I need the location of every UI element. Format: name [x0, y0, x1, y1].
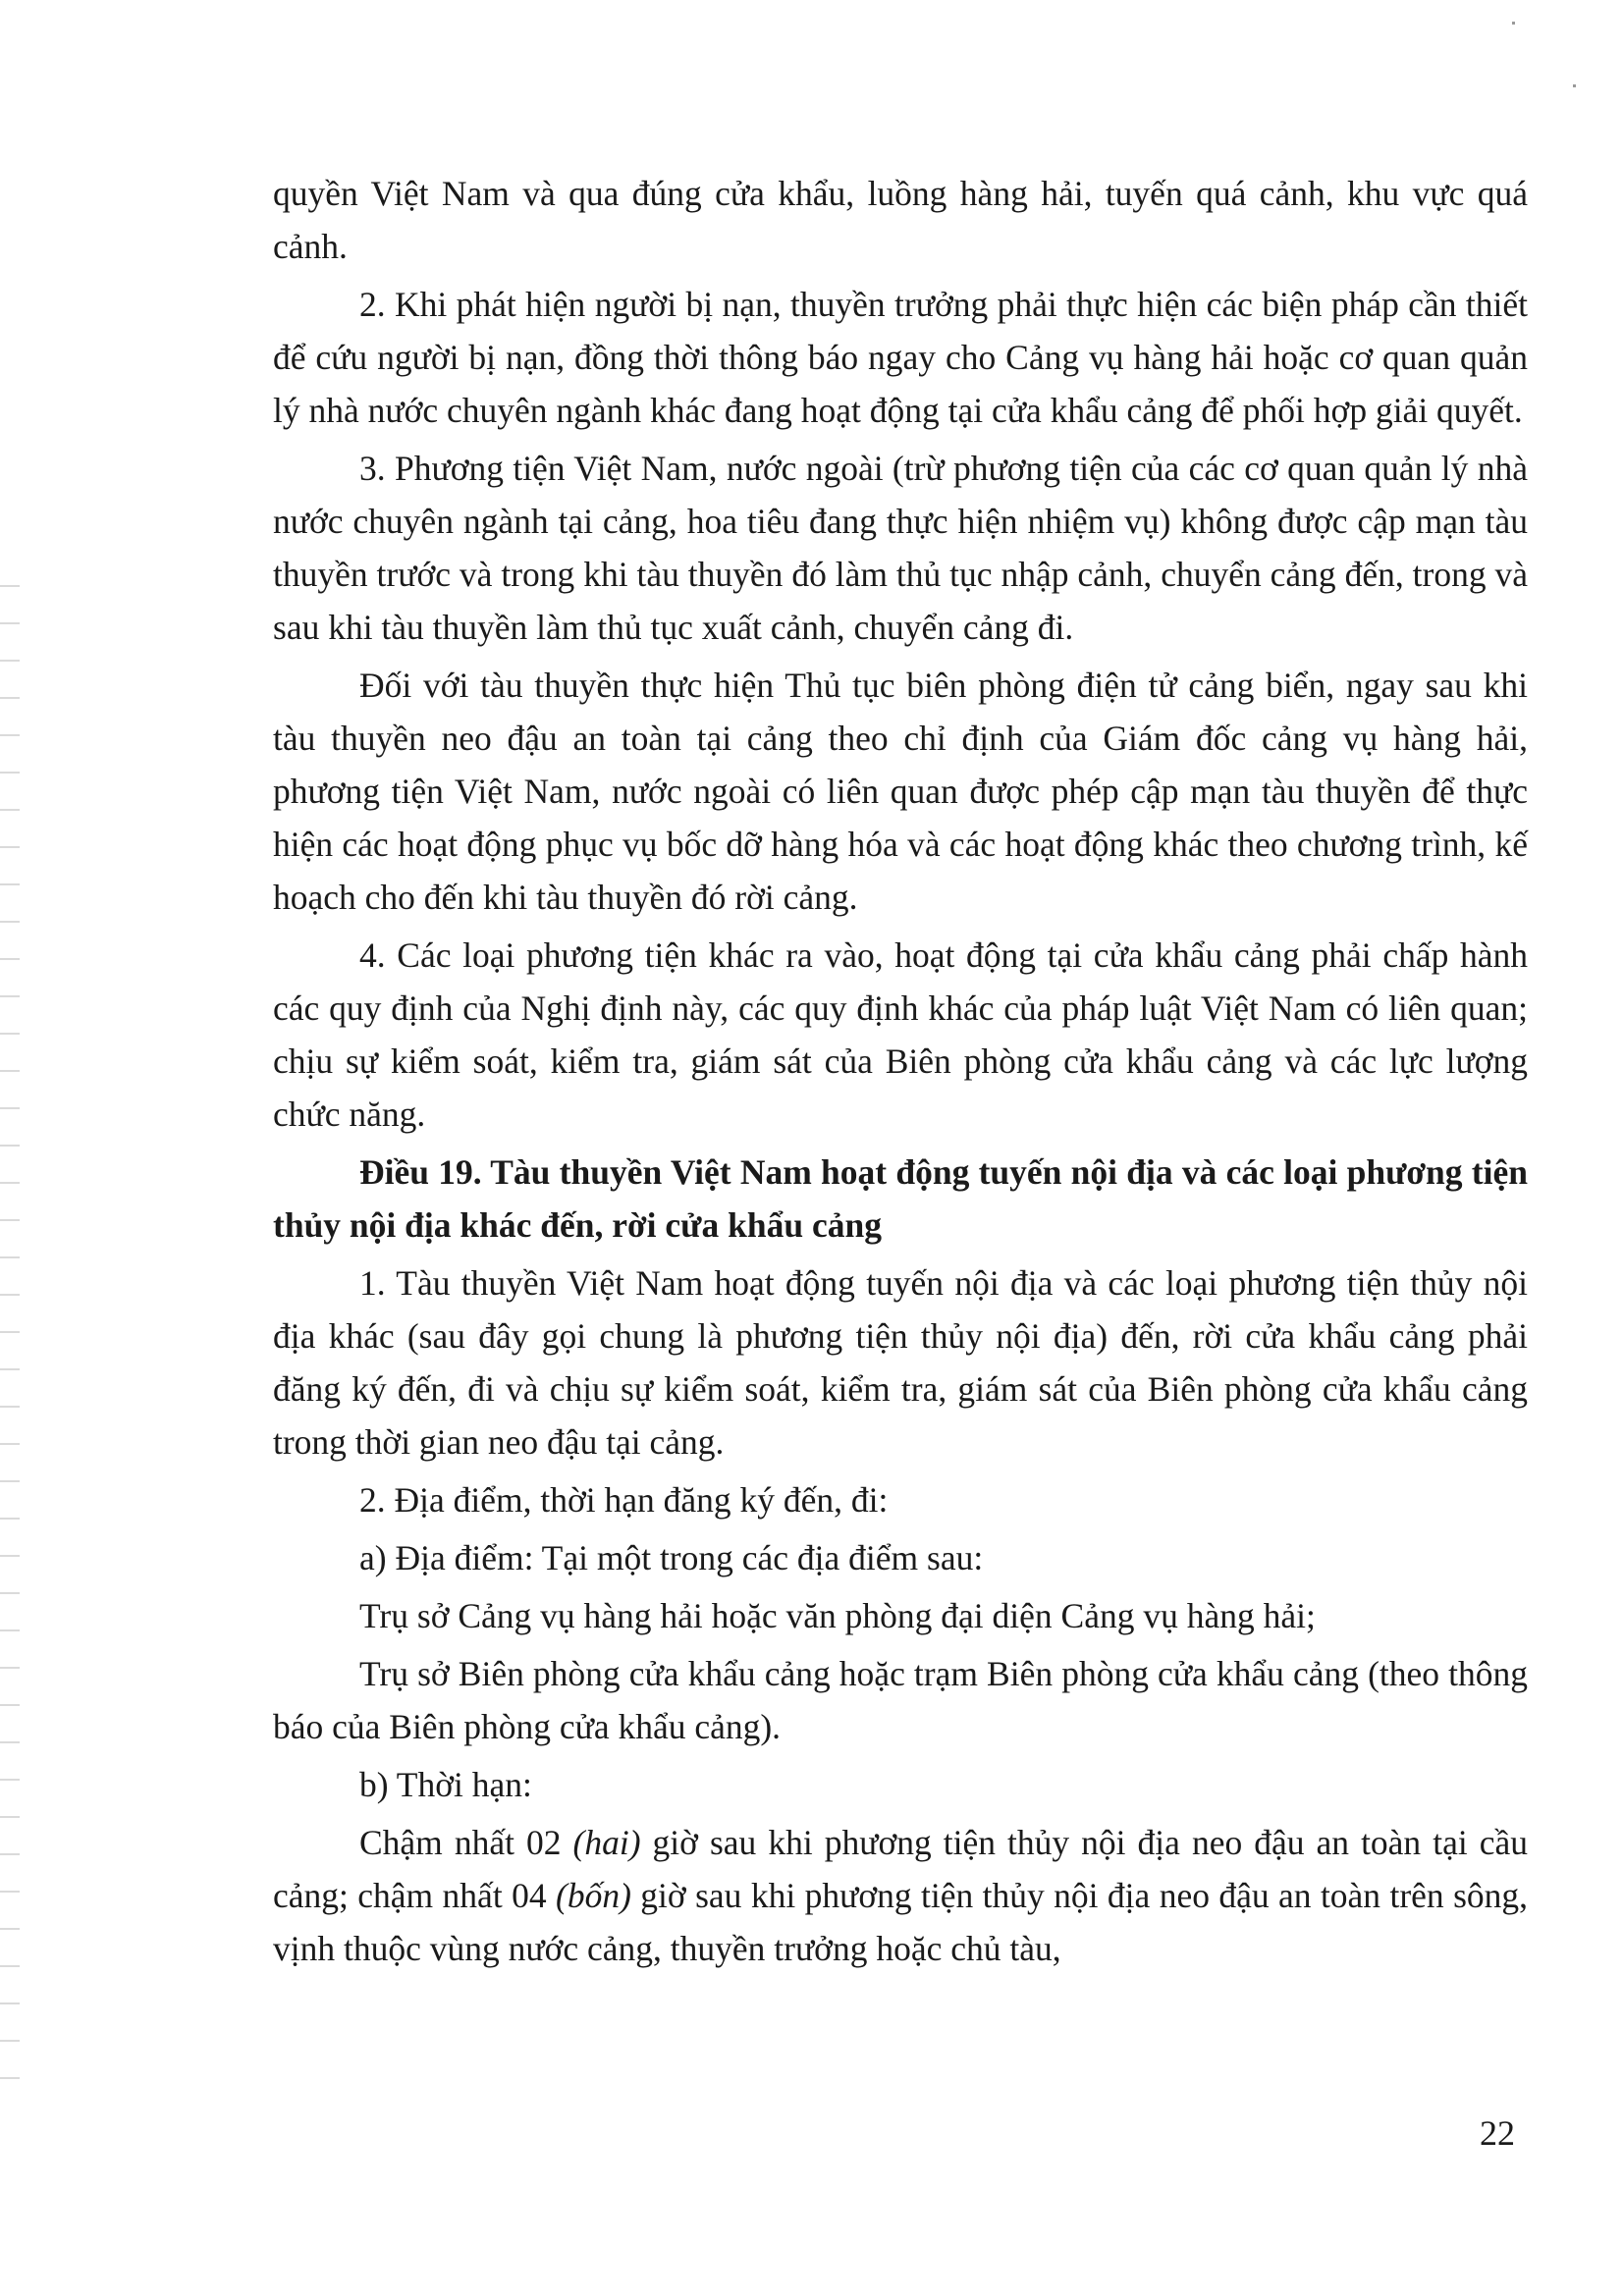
- paragraph-article-19-clause-2: 2. Địa điểm, thời hạn đăng ký đến, đi:: [359, 1480, 889, 1520]
- paragraph-clause-2: 2. Khi phát hiện người bị nạn, thuyền trưởng phải thực hiện các biện pháp cần thiết để cứu người bị nạn, đồng thời thông báo ngay cho Cảng vụ hàng hải hoặc cơ quan quản lý nhà nước chuyên ngành khác đang hoạt động tại cửa khẩu cảng để phối hợp giải quyết.: [273, 285, 1528, 430]
- document-body: [273, 167, 1528, 1980]
- article-19-heading: Điều 19. Tàu thuyền Việt Nam hoạt động tuyến nội địa và các loại phương tiện thủy nội địa khác đến, rời cửa khẩu cảng: [273, 1152, 1528, 1245]
- deadline-text-1: Chậm nhất 02: [359, 1823, 573, 1862]
- paragraph-clause-3: 3. Phương tiện Việt Nam, nước ngoài (trừ phương tiện của các cơ quan quản lý nhà nước chuyên ngành tại cảng, hoa tiêu đang thực hiện nhiệm vụ) không được cập mạn tàu thuyền trước và trong khi tàu thuyền đó làm thủ tục nhập cảnh, chuyển cảng đến, trong và sau khi tàu thuyền làm thủ tục xuất cảnh, chuyển cảng đi.: [273, 449, 1528, 647]
- paragraph-clause-4: 4. Các loại phương tiện khác ra vào, hoạt động tại cửa khẩu cảng phải chấp hành các quy định của Nghị định này, các quy định khác của pháp luật Việt Nam có liên quan; chịu sự kiểm soát, kiểm tra, giám sát của Biên phòng cửa khẩu cảng và các lực lượng chức năng.: [273, 935, 1528, 1134]
- paragraph-article-19-clause-1: 1. Tàu thuyền Việt Nam hoạt động tuyến nội địa và các loại phương tiện thủy nội địa khác (sau đây gọi chung là phương tiện thủy nội địa) đến, rời cửa khẩu cảng phải đăng ký đến, đi và chịu sự kiểm soát, kiểm tra, giám sát của Biên phòng cửa khẩu cảng trong thời gian neo đậu tại cảng.: [273, 1263, 1528, 1462]
- paragraph-location-option-2: Trụ sở Biên phòng cửa khẩu cảng hoặc trạm Biên phòng cửa khẩu cảng (theo thông báo của Biên phòng cửa khẩu cảng).: [273, 1654, 1528, 1746]
- paragraph-continuation: quyền Việt Nam và qua đúng cửa khẩu, luồng hàng hải, tuyến quá cảnh, khu vực quá cảnh.: [273, 174, 1528, 266]
- page-number: 22: [1480, 2113, 1515, 2153]
- paragraph-electronic-procedure: Đối với tàu thuyền thực hiện Thủ tục biên phòng điện tử cảng biển, ngay sau khi tàu thuyền neo đậu an toàn tại cảng theo chỉ định của Giám đốc cảng vụ hàng hải, phương tiện Việt Nam, nước ngoài có liên quan được phép cập mạn tàu thuyền để thực hiện các hoạt động phục vụ bốc dỡ hàng hóa và các hoạt động khác theo chương trình, kế hoạch cho đến khi tàu thuyền đó rời cảng.: [273, 666, 1528, 917]
- scan-speck: [1573, 84, 1576, 87]
- scan-margin-artifacts: [0, 550, 20, 2081]
- paragraph-deadline: b) Thời hạn:: [359, 1765, 532, 1804]
- deadline-italic-hai: (hai): [572, 1823, 641, 1862]
- deadline-text-2: giờ sau khi phương tiện thủy nội địa neo đậu an toàn tại cầu cảng; chậm nhất 04: [273, 1823, 1528, 1915]
- scan-speck: [1512, 22, 1515, 25]
- deadline-text-3: giờ sau khi phương tiện thủy nội địa neo đậu an toàn trên sông, vịnh thuộc vùng nước cảng, thuyền trưởng hoặc chủ tàu,: [273, 1876, 1529, 1968]
- deadline-italic-bon: (bốn): [556, 1876, 631, 1915]
- paragraph-location-option-1: Trụ sở Cảng vụ hàng hải hoặc văn phòng đại diện Cảng vụ hàng hải;: [359, 1596, 1316, 1635]
- paragraph-location: a) Địa điểm: Tại một trong các địa điểm sau:: [359, 1538, 984, 1577]
- paragraph-deadline-detail: [273, 1816, 1528, 1975]
